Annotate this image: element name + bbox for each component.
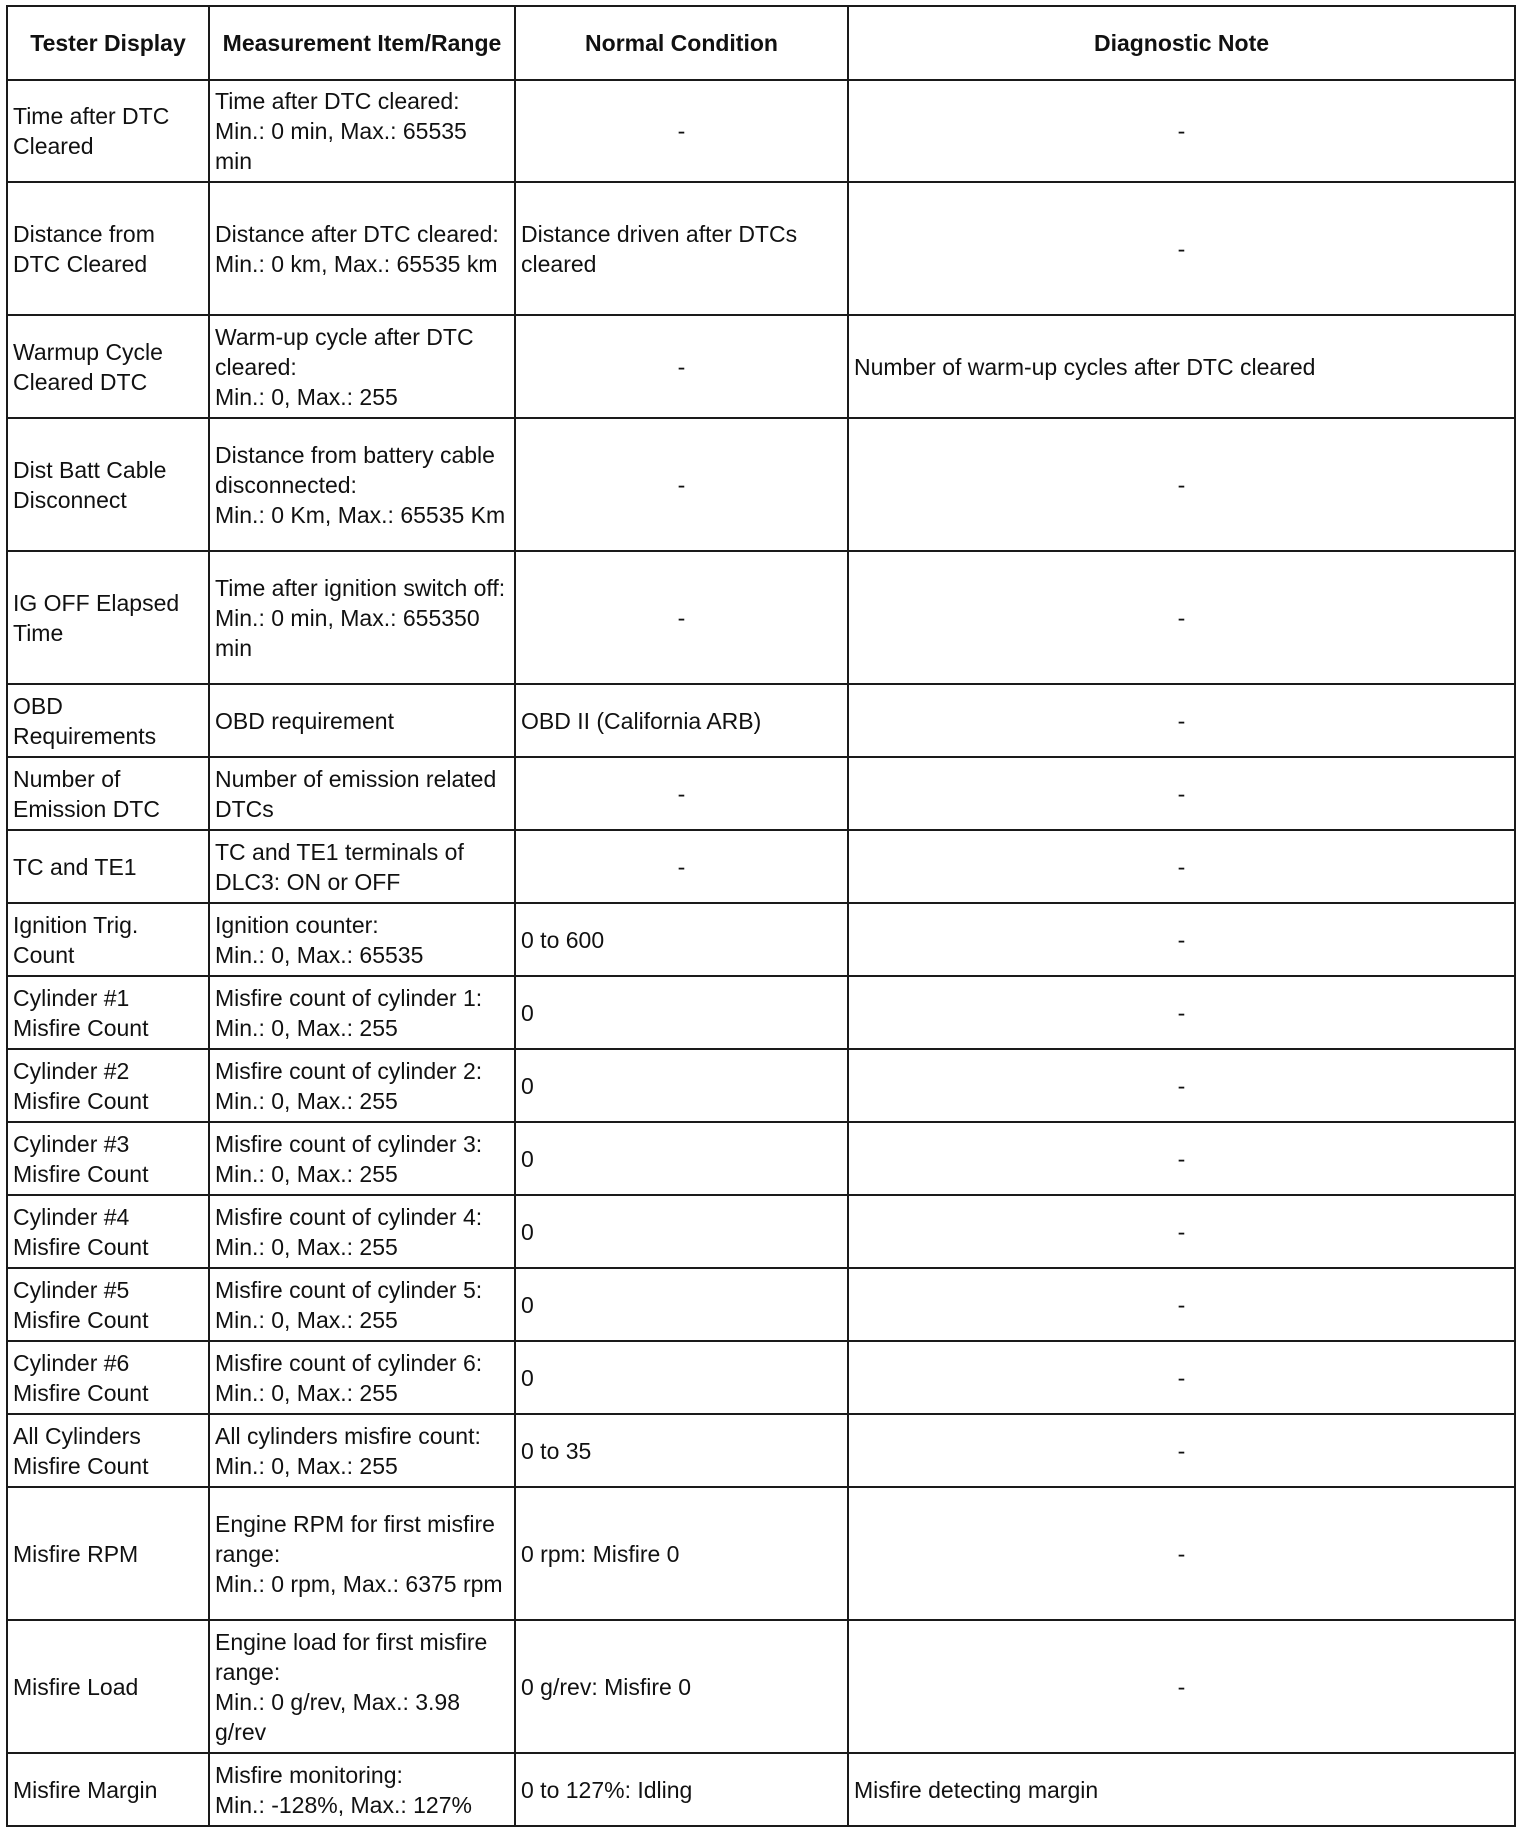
table-row: [7, 684, 1515, 757]
cell-normal-condition: -: [515, 80, 848, 182]
table-row: [7, 903, 1515, 976]
cell-normal-condition: 0: [515, 1122, 848, 1195]
cell-measurement-item: OBD requirement: [209, 684, 515, 757]
cell-measurement-item: Misfire count of cylinder 1: Min.: 0, Max.: 255: [209, 976, 515, 1049]
table-row: [7, 757, 1515, 830]
cell-normal-condition: -: [515, 830, 848, 903]
cell-tester-display: Warmup Cycle Cleared DTC: [7, 315, 209, 418]
cell-tester-display: Dist Batt Cable Disconnect: [7, 418, 209, 551]
cell-normal-condition: 0 to 127%: Idling: [515, 1753, 848, 1826]
table-row: [7, 182, 1515, 315]
table-row: [7, 1195, 1515, 1268]
cell-measurement-item: Misfire count of cylinder 4: Min.: 0, Max.: 255: [209, 1195, 515, 1268]
table-row: [7, 976, 1515, 1049]
col-header-diagnostic-note: Diagnostic Note: [848, 6, 1515, 80]
table-row: [7, 315, 1515, 418]
cell-measurement-item: TC and TE1 terminals of DLC3: ON or OFF: [209, 830, 515, 903]
cell-normal-condition: -: [515, 757, 848, 830]
table-row: [7, 1049, 1515, 1122]
cell-tester-display: Ignition Trig. Count: [7, 903, 209, 976]
cell-normal-condition: Distance driven after DTCs cleared: [515, 182, 848, 315]
cell-diagnostic-note: -: [848, 1414, 1515, 1487]
cell-diagnostic-note: Misfire detecting margin: [848, 1753, 1515, 1826]
table-row: [7, 1620, 1515, 1753]
cell-diagnostic-note: -: [848, 903, 1515, 976]
cell-diagnostic-note: -: [848, 684, 1515, 757]
header-row: [7, 6, 1515, 80]
col-header-tester-display: Tester Display: [7, 6, 209, 80]
cell-tester-display: Time after DTC Cleared: [7, 80, 209, 182]
cell-tester-display: OBD Requirements: [7, 684, 209, 757]
cell-diagnostic-note: -: [848, 757, 1515, 830]
cell-normal-condition: 0 to 600: [515, 903, 848, 976]
table-row: [7, 551, 1515, 684]
cell-normal-condition: 0: [515, 1341, 848, 1414]
table-row: [7, 1341, 1515, 1414]
cell-measurement-item: Misfire count of cylinder 3: Min.: 0, Max.: 255: [209, 1122, 515, 1195]
cell-measurement-item: Engine RPM for first misfire range: Min.: 0 rpm, Max.: 6375 rpm: [209, 1487, 515, 1620]
table-row: [7, 1122, 1515, 1195]
cell-tester-display: Misfire Load: [7, 1620, 209, 1753]
cell-normal-condition: 0 g/rev: Misfire 0: [515, 1620, 848, 1753]
cell-tester-display: TC and TE1: [7, 830, 209, 903]
cell-normal-condition: 0 to 35: [515, 1414, 848, 1487]
cell-measurement-item: Ignition counter: Min.: 0, Max.: 65535: [209, 903, 515, 976]
cell-measurement-item: Distance after DTC cleared: Min.: 0 km, Max.: 65535 km: [209, 182, 515, 315]
cell-diagnostic-note: -: [848, 1195, 1515, 1268]
cell-tester-display: Cylinder #4 Misfire Count: [7, 1195, 209, 1268]
cell-measurement-item: All cylinders misfire count: Min.: 0, Max.: 255: [209, 1414, 515, 1487]
cell-tester-display: Cylinder #2 Misfire Count: [7, 1049, 209, 1122]
cell-measurement-item: Misfire count of cylinder 6: Min.: 0, Max.: 255: [209, 1341, 515, 1414]
cell-normal-condition: -: [515, 418, 848, 551]
cell-measurement-item: Engine load for first misfire range: Min.: 0 g/rev, Max.: 3.98 g/rev: [209, 1620, 515, 1753]
col-header-normal-condition: Normal Condition: [515, 6, 848, 80]
cell-diagnostic-note: -: [848, 1122, 1515, 1195]
cell-tester-display: IG OFF Elapsed Time: [7, 551, 209, 684]
cell-diagnostic-note: -: [848, 1487, 1515, 1620]
cell-diagnostic-note: -: [848, 418, 1515, 551]
table-row: [7, 1487, 1515, 1620]
cell-diagnostic-note: -: [848, 1049, 1515, 1122]
cell-diagnostic-note: -: [848, 830, 1515, 903]
cell-measurement-item: Warm-up cycle after DTC cleared: Min.: 0, Max.: 255: [209, 315, 515, 418]
cell-normal-condition: 0: [515, 1049, 848, 1122]
table-row: [7, 80, 1515, 182]
cell-measurement-item: Misfire count of cylinder 5: Min.: 0, Max.: 255: [209, 1268, 515, 1341]
cell-tester-display: All Cylinders Misfire Count: [7, 1414, 209, 1487]
cell-tester-display: Cylinder #1 Misfire Count: [7, 976, 209, 1049]
cell-diagnostic-note: -: [848, 551, 1515, 684]
col-header-measurement-item: Measurement Item/Range: [209, 6, 515, 80]
cell-diagnostic-note: Number of warm-up cycles after DTC cleared: [848, 315, 1515, 418]
table-row: [7, 1268, 1515, 1341]
cell-diagnostic-note: -: [848, 976, 1515, 1049]
cell-measurement-item: Misfire count of cylinder 2: Min.: 0, Max.: 255: [209, 1049, 515, 1122]
data-list-table: [6, 5, 1516, 1827]
cell-tester-display: Cylinder #6 Misfire Count: [7, 1341, 209, 1414]
cell-normal-condition: 0: [515, 1268, 848, 1341]
cell-tester-display: Distance from DTC Cleared: [7, 182, 209, 315]
cell-measurement-item: Time after ignition switch off: Min.: 0 min, Max.: 655350 min: [209, 551, 515, 684]
cell-diagnostic-note: -: [848, 182, 1515, 315]
cell-diagnostic-note: -: [848, 80, 1515, 182]
table-row: [7, 1753, 1515, 1826]
cell-tester-display: Misfire Margin: [7, 1753, 209, 1826]
table-row: [7, 418, 1515, 551]
cell-tester-display: Misfire RPM: [7, 1487, 209, 1620]
cell-measurement-item: Misfire monitoring: Min.: -128%, Max.: 127%: [209, 1753, 515, 1826]
cell-normal-condition: -: [515, 315, 848, 418]
table-row: [7, 830, 1515, 903]
cell-diagnostic-note: -: [848, 1341, 1515, 1414]
cell-normal-condition: 0: [515, 976, 848, 1049]
table-row: [7, 1414, 1515, 1487]
cell-measurement-item: Number of emission related DTCs: [209, 757, 515, 830]
cell-tester-display: Cylinder #3 Misfire Count: [7, 1122, 209, 1195]
cell-measurement-item: Time after DTC cleared: Min.: 0 min, Max.: 65535 min: [209, 80, 515, 182]
cell-diagnostic-note: -: [848, 1268, 1515, 1341]
cell-normal-condition: OBD II (California ARB): [515, 684, 848, 757]
cell-tester-display: Cylinder #5 Misfire Count: [7, 1268, 209, 1341]
cell-normal-condition: 0 rpm: Misfire 0: [515, 1487, 848, 1620]
cell-diagnostic-note: -: [848, 1620, 1515, 1753]
cell-measurement-item: Distance from battery cable disconnected: Min.: 0 Km, Max.: 65535 Km: [209, 418, 515, 551]
cell-normal-condition: -: [515, 551, 848, 684]
cell-normal-condition: 0: [515, 1195, 848, 1268]
cell-tester-display: Number of Emission DTC: [7, 757, 209, 830]
